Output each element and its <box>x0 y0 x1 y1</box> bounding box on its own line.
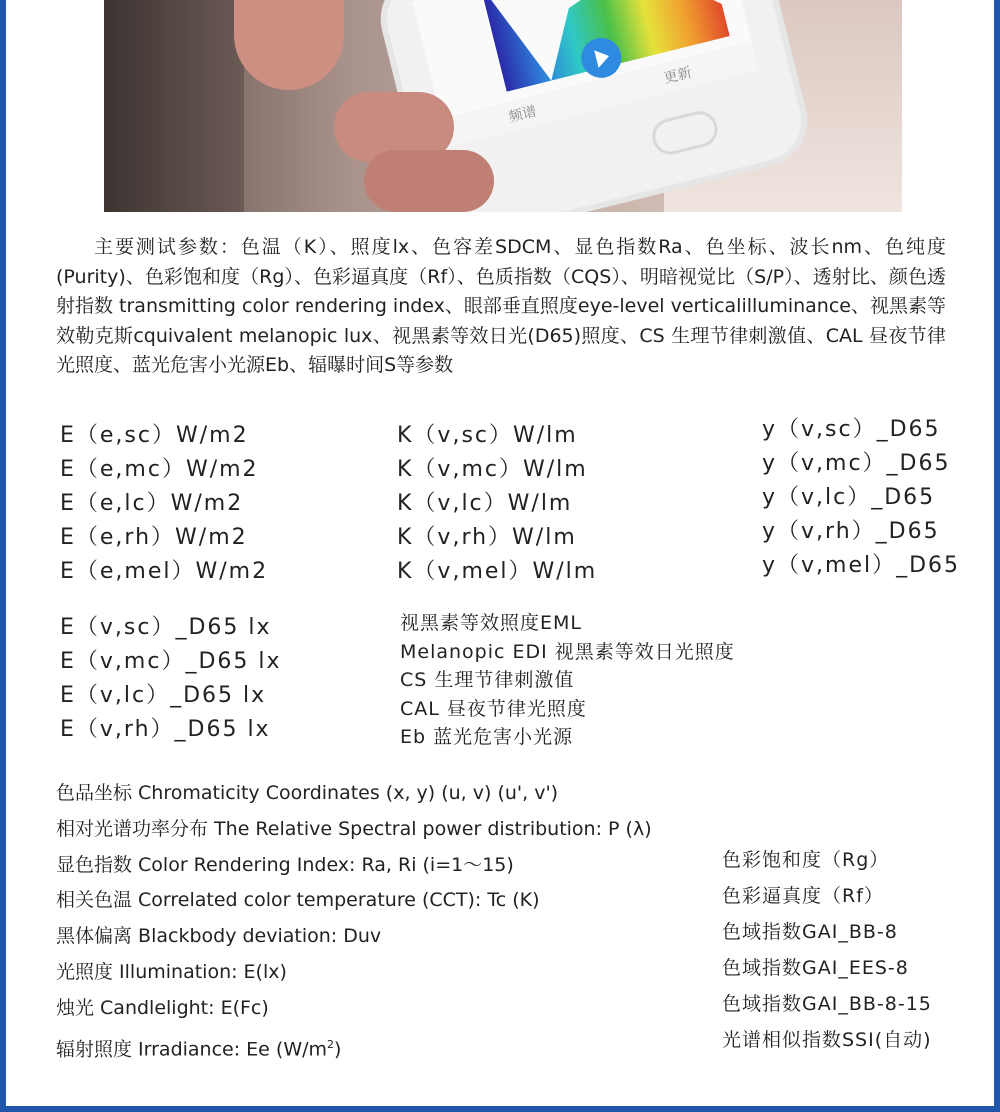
list-item: 色品坐标 Chromaticity Coordinates (x, y) (u, v) (u', v') <box>56 782 559 804</box>
list-item: 色彩逼真度（Rf） <box>722 885 884 907</box>
list-item: E（v,mc）_D65 lx <box>60 649 282 674</box>
list-item: E（v,sc）_D65 lx <box>60 615 272 640</box>
list-item: CAL 昼夜节律光照度 <box>400 697 587 720</box>
list-item: 相关色温 Correlated color temperature (CCT): Tc (K) <box>56 889 540 912</box>
list-item: K（v,lc）W/lm <box>397 491 573 516</box>
list-item: 色域指数GAI_EES-8 <box>722 957 909 979</box>
photo-background <box>104 0 244 212</box>
params-left-list <box>56 776 652 1068</box>
irradiance-superscript: 2 <box>327 1037 335 1051</box>
list-item: K（v,rh）W/lm <box>397 525 577 550</box>
list-item: 色域指数GAI_BB-8-15 <box>722 993 932 1015</box>
list-item: E（v,lc）_D65 lx <box>60 683 267 708</box>
list-item: CS 生理节律刺激值 <box>400 669 575 691</box>
list-y-d65 <box>762 413 960 583</box>
intro-text: 主要测试参数：色温（K）、照度lx、色容差SDCM、显色指数Ra、色坐标、波长nm、色纯度(Purity)、色彩饱和度（Rg）、色彩逼真度（Rf）、色质指数（CQS）、明暗视觉比（S/P）、透射比、颜色透射指数 transmitting color rendering index、眼部垂直照度eye-level verticalilluminance、视黑素等效勒克斯cquivalent melanopic lux、视黑素等效日光(D65)照度、CS 生理节律刺激值、CAL 昼夜节律光照度、蓝光危害小光源Eb、辐曝时间S等参数 <box>56 236 946 376</box>
list-e-irradiance <box>60 419 268 589</box>
list-item: 黑体偏离 Blackbody deviation: Duv <box>56 925 382 948</box>
list-item: Eb 蓝光危害小光源 <box>400 726 574 748</box>
photo-finger <box>364 150 494 212</box>
list-item <box>56 1027 652 1068</box>
list-item: y（v,mel）_D65 <box>762 553 961 578</box>
list-item: 光照度 Illumination: E(lx) <box>56 960 287 983</box>
list-item: y（v,sc）_D65 <box>762 417 941 442</box>
list-item: K（v,mc）W/lm <box>397 457 588 482</box>
list-item: 显色指数 Color Rendering Index: Ra, Ri (i=1～15) <box>56 853 514 876</box>
photo-thumb <box>234 0 344 90</box>
list-item: 视黑素等效照度EML <box>400 612 582 634</box>
list-item: E（e,lc）W/m2 <box>60 491 244 516</box>
list-item: E（v,rh）_D65 lx <box>60 717 271 742</box>
list-item: K（v,sc）W/lm <box>397 423 578 448</box>
irradiance-label: 辐射照度 Irradiance: Ee (W/m <box>56 1037 328 1060</box>
list-item: 色域指数GAI_BB-8 <box>722 921 898 943</box>
phone-nav-left: 频谱 <box>507 103 539 126</box>
list-item: 色彩饱和度（Rg） <box>722 849 890 871</box>
list-item: E（e,mel）W/m2 <box>60 559 269 584</box>
list-melanopic <box>400 609 735 752</box>
list-k-efficacy <box>397 419 597 589</box>
irradiance-close: ) <box>334 1037 342 1060</box>
list-item: E（e,rh）W/m2 <box>60 525 248 550</box>
params-right-list <box>722 842 932 1058</box>
list-item: y（v,lc）_D65 <box>762 485 936 510</box>
list-item: 光谱相似指数SSI(自动) <box>722 1029 932 1051</box>
phone-nav-right: 更新 <box>662 64 694 88</box>
list-ev-d65 <box>60 611 282 747</box>
list-item: y（v,rh）_D65 <box>762 519 940 544</box>
list-item: y（v,mc）_D65 <box>762 451 951 476</box>
list-item: K（v,mel）W/lm <box>397 559 598 584</box>
list-item: E（e,sc）W/m2 <box>60 423 249 448</box>
list-item: 相对光谱功率分布 The Relative Spectral power distribution: P (λ) <box>56 817 652 840</box>
list-item: 烛光 Candlelight: E(Fc) <box>56 996 269 1019</box>
intro-paragraph <box>56 233 946 381</box>
phone-home-button <box>649 107 722 158</box>
list-item: E（e,mc）W/m2 <box>60 457 259 482</box>
list-item: Melanopic EDI 视黑素等效日光照度 <box>400 640 735 663</box>
product-photo <box>104 0 902 212</box>
